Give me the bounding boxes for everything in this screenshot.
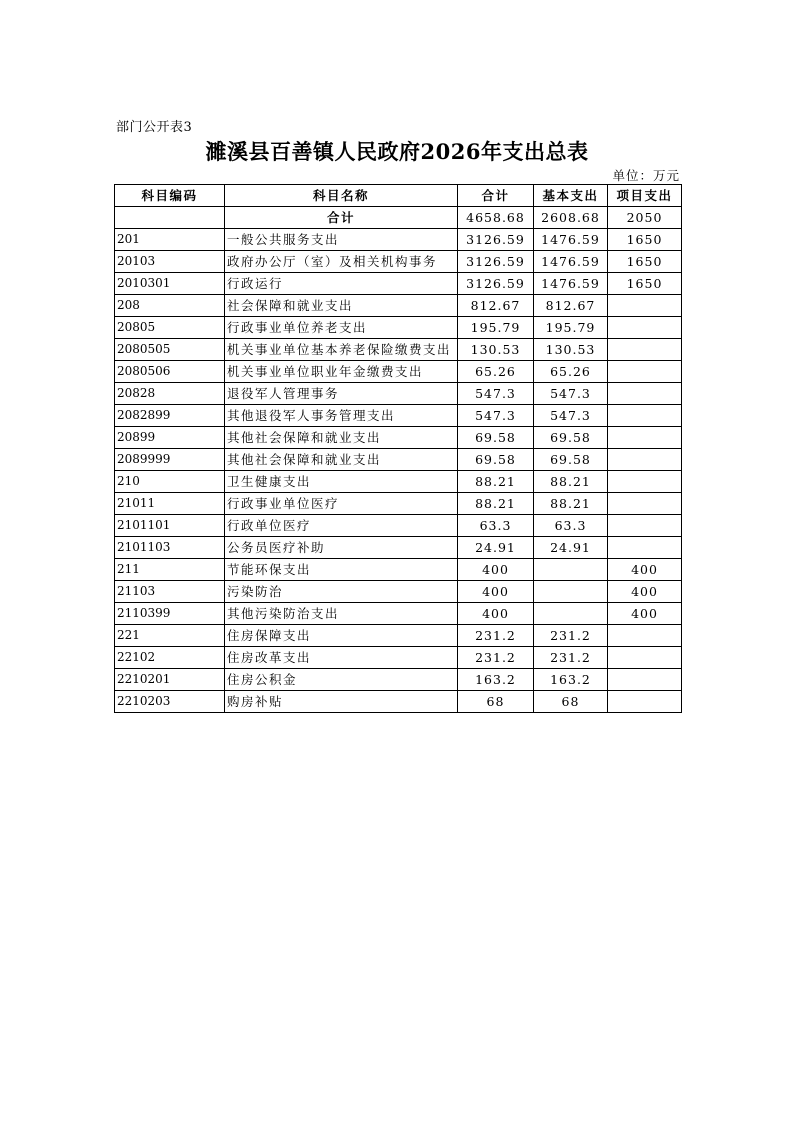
row-total-cell: 3126.59 — [458, 273, 534, 295]
row-basic-cell: 2608.68 — [534, 207, 608, 229]
row-basic-cell: 69.58 — [534, 449, 608, 471]
row-total-cell: 231.2 — [458, 625, 534, 647]
header-name: 科目名称 — [225, 185, 458, 207]
row-code-cell: 2082899 — [115, 405, 225, 427]
header-code: 科目编码 — [115, 185, 225, 207]
row-code-cell: 2210203 — [115, 691, 225, 713]
row-project-cell: 1650 — [608, 273, 682, 295]
row-name-cell: 行政单位医疗 — [225, 515, 458, 537]
table-row — [115, 229, 682, 251]
page-title: 濉溪县百善镇人民政府2026年支出总表 — [205, 139, 589, 164]
row-code-cell: 2101101 — [115, 515, 225, 537]
row-project-cell — [608, 669, 682, 691]
row-project-cell — [608, 647, 682, 669]
table-row — [115, 427, 682, 449]
table-row — [115, 317, 682, 339]
row-name-cell: 住房公积金 — [225, 669, 458, 691]
table-header-row — [115, 185, 682, 207]
table-row — [115, 273, 682, 295]
row-total-cell: 65.26 — [458, 361, 534, 383]
row-basic-cell: 69.58 — [534, 427, 608, 449]
row-basic-cell: 1476.59 — [534, 229, 608, 251]
row-basic-cell: 88.21 — [534, 493, 608, 515]
table-row — [115, 405, 682, 427]
row-basic-cell: 65.26 — [534, 361, 608, 383]
row-code-cell: 201 — [115, 229, 225, 251]
row-project-cell — [608, 427, 682, 449]
row-basic-cell: 24.91 — [534, 537, 608, 559]
row-code-cell: 21103 — [115, 581, 225, 603]
row-code-cell: 2010301 — [115, 273, 225, 295]
row-total-cell: 69.58 — [458, 449, 534, 471]
table-row — [115, 537, 682, 559]
row-project-cell — [608, 471, 682, 493]
unit-note: 单位：万元 — [612, 168, 680, 183]
row-name-cell: 其他退役军人事务管理支出 — [225, 405, 458, 427]
table-row — [115, 691, 682, 713]
row-total-cell: 812.67 — [458, 295, 534, 317]
row-name-cell: 机关事业单位职业年金缴费支出 — [225, 361, 458, 383]
row-basic-cell: 88.21 — [534, 471, 608, 493]
row-basic-cell: 547.3 — [534, 405, 608, 427]
row-total-cell: 231.2 — [458, 647, 534, 669]
row-code-cell: 21011 — [115, 493, 225, 515]
row-basic-cell: 68 — [534, 691, 608, 713]
row-total-cell: 63.3 — [458, 515, 534, 537]
form-label: 部门公开表3 — [116, 120, 193, 135]
header-project: 项目支出 — [608, 185, 682, 207]
row-name-cell: 卫生健康支出 — [225, 471, 458, 493]
row-name-cell: 购房补贴 — [225, 691, 458, 713]
row-total-cell: 4658.68 — [458, 207, 534, 229]
table-row — [115, 669, 682, 691]
row-project-cell: 400 — [608, 581, 682, 603]
row-project-cell: 400 — [608, 603, 682, 625]
row-basic-cell: 547.3 — [534, 383, 608, 405]
row-basic-cell: 130.53 — [534, 339, 608, 361]
row-total-cell: 88.21 — [458, 471, 534, 493]
row-code-cell: 2080505 — [115, 339, 225, 361]
row-code-cell: 2101103 — [115, 537, 225, 559]
row-basic-cell: 195.79 — [534, 317, 608, 339]
expenditure-table — [114, 184, 682, 713]
row-project-cell — [608, 691, 682, 713]
row-basic-cell: 231.2 — [534, 647, 608, 669]
row-name-cell: 其他污染防治支出 — [225, 603, 458, 625]
row-project-cell — [608, 295, 682, 317]
row-total-cell: 69.58 — [458, 427, 534, 449]
row-code-cell: 208 — [115, 295, 225, 317]
row-project-cell: 1650 — [608, 229, 682, 251]
table-row — [115, 515, 682, 537]
row-code-cell: 20805 — [115, 317, 225, 339]
row-project-cell — [608, 537, 682, 559]
row-basic-cell: 1476.59 — [534, 273, 608, 295]
row-project-cell — [608, 449, 682, 471]
row-basic-cell: 63.3 — [534, 515, 608, 537]
header-basic: 基本支出 — [534, 185, 608, 207]
row-name-cell: 行政事业单位医疗 — [225, 493, 458, 515]
row-name-cell: 污染防治 — [225, 581, 458, 603]
row-code-cell: 20828 — [115, 383, 225, 405]
row-code-cell: 2089999 — [115, 449, 225, 471]
row-code-cell — [115, 207, 225, 229]
row-project-cell: 1650 — [608, 251, 682, 273]
row-basic-cell: 1476.59 — [534, 251, 608, 273]
row-project-cell — [608, 625, 682, 647]
table-row — [115, 493, 682, 515]
row-basic-cell — [534, 559, 608, 581]
row-name-cell: 一般公共服务支出 — [225, 229, 458, 251]
row-code-cell: 2110399 — [115, 603, 225, 625]
row-basic-cell: 231.2 — [534, 625, 608, 647]
table-row — [115, 625, 682, 647]
row-project-cell — [608, 361, 682, 383]
row-code-cell: 20103 — [115, 251, 225, 273]
row-basic-cell: 812.67 — [534, 295, 608, 317]
row-total-cell: 3126.59 — [458, 251, 534, 273]
row-project-cell — [608, 515, 682, 537]
row-name-cell: 节能环保支出 — [225, 559, 458, 581]
row-total-cell: 163.2 — [458, 669, 534, 691]
row-name-cell: 住房改革支出 — [225, 647, 458, 669]
row-name-cell: 其他社会保障和就业支出 — [225, 449, 458, 471]
row-project-cell: 2050 — [608, 207, 682, 229]
row-code-cell: 221 — [115, 625, 225, 647]
table-row — [115, 559, 682, 581]
table-row — [115, 603, 682, 625]
header-total: 合计 — [458, 185, 534, 207]
row-total-cell: 400 — [458, 603, 534, 625]
row-name-cell: 行政事业单位养老支出 — [225, 317, 458, 339]
row-total-cell: 24.91 — [458, 537, 534, 559]
table-row — [115, 295, 682, 317]
row-name-cell: 机关事业单位基本养老保险缴费支出 — [225, 339, 458, 361]
row-project-cell — [608, 493, 682, 515]
table-row — [115, 361, 682, 383]
row-code-cell: 2080506 — [115, 361, 225, 383]
row-project-cell — [608, 339, 682, 361]
row-project-cell — [608, 317, 682, 339]
row-basic-cell — [534, 603, 608, 625]
row-total-cell: 400 — [458, 581, 534, 603]
row-name-cell: 合计 — [225, 207, 458, 229]
row-project-cell — [608, 383, 682, 405]
row-name-cell: 住房保障支出 — [225, 625, 458, 647]
table-row — [115, 207, 682, 229]
row-total-cell: 3126.59 — [458, 229, 534, 251]
row-total-cell: 547.3 — [458, 405, 534, 427]
row-name-cell: 行政运行 — [225, 273, 458, 295]
row-total-cell: 68 — [458, 691, 534, 713]
row-total-cell: 88.21 — [458, 493, 534, 515]
row-name-cell: 退役军人管理事务 — [225, 383, 458, 405]
row-project-cell: 400 — [608, 559, 682, 581]
row-name-cell: 公务员医疗补助 — [225, 537, 458, 559]
table-row — [115, 471, 682, 493]
row-code-cell: 210 — [115, 471, 225, 493]
row-name-cell: 政府办公厅（室）及相关机构事务 — [225, 251, 458, 273]
table-row — [115, 339, 682, 361]
row-project-cell — [608, 405, 682, 427]
table-row — [115, 251, 682, 273]
row-basic-cell — [534, 581, 608, 603]
row-code-cell: 2210201 — [115, 669, 225, 691]
row-name-cell: 其他社会保障和就业支出 — [225, 427, 458, 449]
row-total-cell: 547.3 — [458, 383, 534, 405]
table-row — [115, 383, 682, 405]
row-total-cell: 130.53 — [458, 339, 534, 361]
row-code-cell: 22102 — [115, 647, 225, 669]
row-total-cell: 195.79 — [458, 317, 534, 339]
row-code-cell: 211 — [115, 559, 225, 581]
table-body — [115, 207, 682, 713]
row-basic-cell: 163.2 — [534, 669, 608, 691]
table-row — [115, 449, 682, 471]
table-row — [115, 581, 682, 603]
row-name-cell: 社会保障和就业支出 — [225, 295, 458, 317]
row-code-cell: 20899 — [115, 427, 225, 449]
row-total-cell: 400 — [458, 559, 534, 581]
table-row — [115, 647, 682, 669]
